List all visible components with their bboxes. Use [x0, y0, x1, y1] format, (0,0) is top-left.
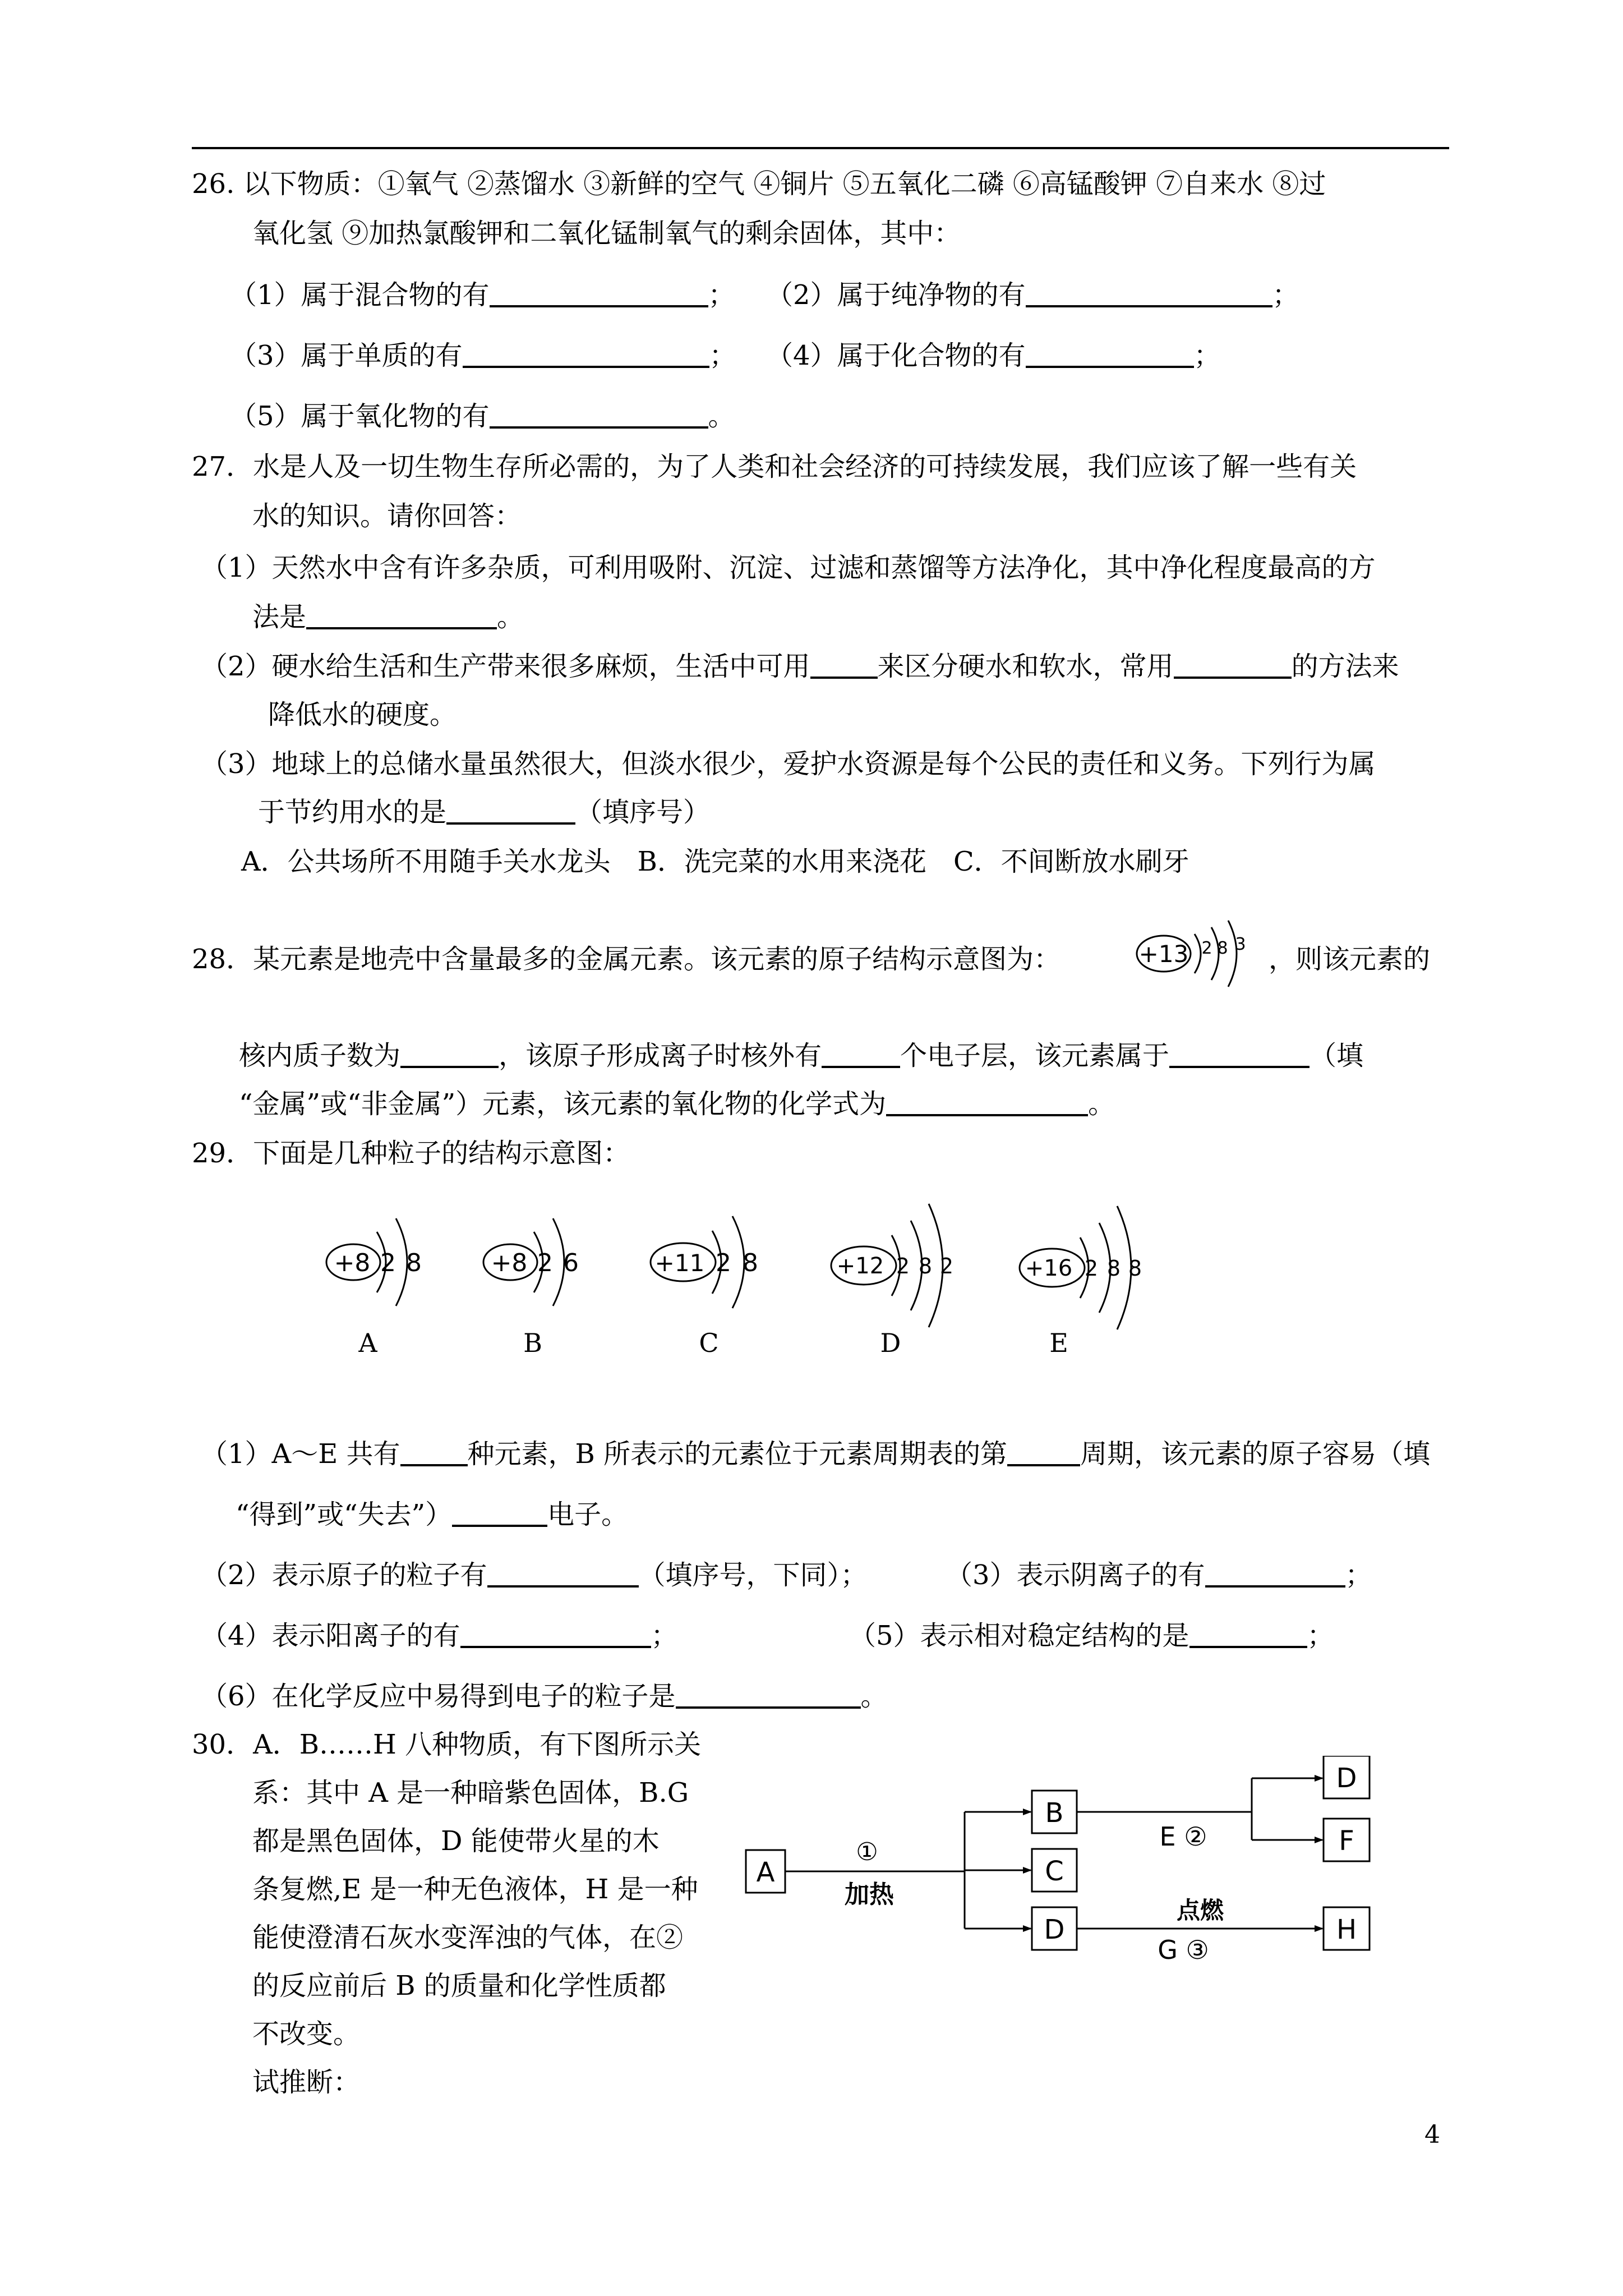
q29-sub2-text: （2）表示原子的粒子有 — [201, 1559, 487, 1591]
q28-shell-1: 2 — [1201, 938, 1212, 958]
q30-line2: 系：其中 A 是一种暗紫色固体，B.G — [252, 1777, 689, 1809]
q29-sub2-blank[interactable] — [487, 1561, 639, 1588]
step3-condition: 点燃 — [1176, 1897, 1224, 1924]
q28-line2 — [239, 1039, 1363, 1073]
q27-sub2-line2: 降低水的硬度。 — [268, 699, 457, 730]
particle-a — [326, 1218, 422, 1358]
q27-sub2-text-b: 来区分硬水和软水，常用 — [877, 651, 1174, 682]
q27-sub2-line1 — [201, 650, 1399, 683]
box-a-label: A — [756, 1857, 775, 1888]
box-f-label: F — [1339, 1825, 1354, 1857]
q26-part1-blank[interactable] — [490, 280, 708, 307]
q28-text-f: 。 — [1088, 1088, 1115, 1120]
q29-sub4-text: （4）表示阳离子的有 — [201, 1620, 460, 1651]
step1-condition: 加热 — [845, 1880, 894, 1909]
particle-c-label: C — [699, 1328, 719, 1358]
q26-part2-semi: ； — [1272, 279, 1299, 311]
q29-sub1-text-b: 种元素，B 所表示的元素位于元素周期表的第 — [467, 1438, 1008, 1470]
particle-a-shell-2: 8 — [406, 1249, 422, 1277]
q26-part2-text: （2）属于纯净物的有 — [766, 279, 1026, 311]
particle-c-shell-2: 8 — [743, 1249, 758, 1277]
particle-a-shell-1: 2 — [380, 1249, 396, 1277]
q26-part3 — [230, 339, 736, 372]
particle-c — [651, 1216, 758, 1358]
q27-sub1-line1: （1）天然水中含有许多杂质，可利用吸附、沉淀、过滤和蒸馏等方法净化，其中净化程度最高的方 — [201, 552, 1376, 583]
q28-nucleus-label: +13 — [1138, 940, 1189, 968]
q29-sub6-text: （6）在化学反应中易得到电子的粒子是 — [201, 1681, 676, 1712]
q27-sub3-blank[interactable] — [446, 798, 575, 825]
q28-text-d: （填 — [1310, 1040, 1364, 1071]
particle-b-shell-2: 6 — [563, 1249, 579, 1277]
particle-b-nucleus: +8 — [491, 1249, 528, 1277]
q28-blank1[interactable] — [400, 1041, 499, 1068]
q28-blank3[interactable] — [1169, 1041, 1310, 1068]
box-d-right-label: D — [1336, 1763, 1357, 1794]
particle-a-label: A — [358, 1328, 377, 1358]
q29-sub5-semi: ； — [1307, 1620, 1334, 1651]
particle-d-shell-1: 2 — [896, 1254, 910, 1278]
q29-sub1-text-c: 周期，该元素的原子容易（填 — [1080, 1438, 1431, 1470]
q28-blank4[interactable] — [886, 1089, 1088, 1116]
q27-sub1-period: 。 — [497, 601, 524, 633]
q29-sub1-blank1[interactable] — [400, 1439, 468, 1466]
q26-part2-blank[interactable] — [1026, 280, 1272, 307]
q27-stem-line1: 27．水是人及一切生物生存所必需的，为了人类和社会经济的可持续发展，我们应该了解一些有关 — [192, 451, 1357, 482]
particle-d-shell-2: 8 — [918, 1254, 933, 1278]
q26-part5-text: （5）属于氧化物的有 — [230, 401, 490, 432]
q26-part1 — [230, 278, 735, 312]
particle-e-shell-2: 8 — [1106, 1256, 1121, 1281]
q30-line3: 都是黑色固体，D 能使带火星的木 — [252, 1825, 660, 1857]
q29-sub4-blank[interactable] — [460, 1621, 651, 1648]
q27-sub1-line2 — [252, 600, 524, 634]
q29-sub3-semi: ； — [1345, 1559, 1372, 1591]
step1-mark: ① — [856, 1838, 878, 1866]
q26-part3-blank[interactable] — [463, 341, 709, 368]
particle-d-nucleus: +12 — [836, 1253, 884, 1279]
box-c-label: C — [1045, 1856, 1064, 1887]
q27-sub1-text: 法是 — [252, 601, 307, 633]
q28-text-e: “金属”或“非金属”）元素，该元素的氧化物的化学式为 — [239, 1088, 887, 1120]
particle-e-nucleus: +16 — [1025, 1255, 1073, 1281]
q29-sub1-text-a: （1）A～E 共有 — [201, 1438, 400, 1470]
particle-d — [831, 1204, 953, 1358]
q29-sub2 — [201, 1558, 868, 1592]
q27-stem-line2: 水的知识。请你回答： — [252, 500, 522, 532]
q27-sub2-blank2[interactable] — [1174, 652, 1292, 679]
q29-sub3-text: （3）表示阴离子的有 — [946, 1559, 1205, 1591]
particle-e-shell-1: 2 — [1084, 1256, 1099, 1281]
q29-sub1-text-d: “得到”或“失去”） — [236, 1499, 453, 1530]
particle-c-nucleus: +11 — [654, 1249, 705, 1277]
q26-part3-semi: ； — [709, 340, 736, 371]
q28-shell-2: 8 — [1217, 938, 1228, 958]
particle-b-shell-1: 2 — [537, 1249, 553, 1277]
q26-part5 — [230, 399, 735, 433]
q27-sub3-text: 于节约用水的是 — [258, 797, 447, 828]
q30-line7: 不改变。 — [252, 2018, 361, 2050]
particle-c-shell-1: 2 — [716, 1249, 731, 1277]
q29-sub5-blank[interactable] — [1189, 1621, 1307, 1648]
q29-sub6-blank[interactable] — [676, 1682, 861, 1709]
q29-sub6 — [201, 1680, 888, 1713]
q27-sub3-line2 — [258, 795, 710, 829]
q29-sub1-blank2[interactable] — [1007, 1439, 1080, 1466]
q27-sub3-hint: （填序号） — [575, 797, 711, 828]
q26-part5-blank[interactable] — [490, 402, 708, 429]
q27-sub2-text-a: （2）硬水给生活和生产带来很多麻烦，生活中可用 — [201, 651, 810, 682]
q29-sub1-blank3[interactable] — [452, 1500, 547, 1527]
box-d-label: D — [1044, 1914, 1065, 1945]
q29-particle-diagrams — [314, 1184, 1166, 1369]
q29-sub1-text-e: 电子。 — [547, 1499, 629, 1530]
q28-shell-3: 3 — [1235, 935, 1246, 954]
q29-stem: 29．下面是几种粒子的结构示意图： — [192, 1138, 630, 1169]
q28-line3 — [239, 1087, 1115, 1121]
particle-e — [1020, 1206, 1142, 1358]
q29-sub1-line1 — [201, 1437, 1430, 1471]
q26-part2 — [766, 278, 1299, 312]
particle-b — [483, 1218, 579, 1358]
q29-sub5-text: （5）表示相对稳定结构的是 — [849, 1620, 1189, 1651]
q28-blank2[interactable] — [822, 1041, 900, 1068]
header-rule — [192, 147, 1449, 149]
particle-b-label: B — [523, 1328, 542, 1358]
particle-e-label: E — [1049, 1328, 1068, 1358]
q29-sub3 — [946, 1558, 1372, 1592]
q26-stem-line1: 26. 以下物质：①氧气 ②蒸馏水 ③新鲜的空气 ④铜片 ⑤五氧化二磷 ⑥高锰酸钾 ⑦自来水 ⑧过 — [192, 168, 1326, 200]
q26-part1-text: （1）属于混合物的有 — [230, 279, 490, 311]
q27-sub2-blank1[interactable] — [810, 652, 878, 679]
q27-sub3-line1: （3）地球上的总储水量虽然很大，但淡水很少，爱护水资源是每个公民的责任和义务。下列行为属 — [201, 748, 1376, 780]
q29-sub3-blank[interactable] — [1205, 1561, 1345, 1588]
particle-d-shell-3: 2 — [939, 1254, 954, 1278]
q30-line5: 能使澄清石灰水变浑浊的气体，在② — [252, 1922, 684, 1953]
q26-part4-blank[interactable] — [1026, 341, 1194, 368]
q29-sub4-semi: ； — [651, 1620, 678, 1651]
q26-part4-text: （4）属于化合物的有 — [766, 340, 1026, 371]
q26-part3-text: （3）属于单质的有 — [230, 340, 463, 371]
particle-a-nucleus: +8 — [334, 1249, 371, 1277]
q26-part4-semi: ； — [1193, 340, 1221, 371]
q30-line1: 30．A．B……H 八种物质，有下图所示关 — [192, 1729, 702, 1760]
q29-sub5 — [849, 1619, 1334, 1653]
q26-stem-line2: 氧化氢 ⑨加热氯酸钾和二氧化锰制氧气的剩余固体，其中： — [252, 218, 961, 249]
q30-line6: 的反应前后 B 的质量和化学性质都 — [252, 1970, 666, 2001]
q27-options: A．公共场所不用随手关水龙头 B．洗完菜的水用来浇花 C．不间断放水刷牙 — [241, 846, 1189, 877]
box-b-label: B — [1045, 1797, 1064, 1829]
q26-part5-period: 。 — [708, 401, 735, 432]
q29-sub1-line2 — [236, 1498, 628, 1531]
q28-text-b: ，该原子形成离子时核外有 — [499, 1040, 822, 1071]
page-number: 4 — [1424, 2120, 1440, 2149]
step2-label: E ② — [1159, 1821, 1207, 1852]
q26-part1-semi: ； — [708, 279, 735, 311]
q28-line1a: 28．某元素是地壳中含量最多的金属元素。该元素的原子结构示意图为： — [192, 944, 1061, 975]
q28-text-c: 个电子层，该元素属于 — [900, 1040, 1170, 1071]
q29-sub6-period: 。 — [860, 1681, 888, 1712]
q28-line1b: ，则该元素的 — [1269, 944, 1431, 975]
q27-sub2-text-c: 的方法来 — [1291, 651, 1399, 682]
box-h-label: H — [1336, 1914, 1357, 1945]
q29-sub2-hint: （填序号，下同）； — [638, 1559, 868, 1591]
particle-d-label: D — [880, 1328, 901, 1358]
q28-atom-diagram — [1133, 912, 1262, 996]
q28-text-a: 核内质子数为 — [239, 1040, 401, 1071]
q30-line8: 试推断： — [252, 2067, 361, 2098]
step3-label: G ③ — [1158, 1935, 1209, 1965]
q29-sub4 — [201, 1619, 678, 1653]
q26-part4 — [766, 339, 1221, 372]
particle-e-shell-3: 8 — [1128, 1256, 1142, 1281]
q30-line4: 条复燃,E 是一种无色液体，H 是一种 — [252, 1874, 698, 1905]
q27-sub1-blank[interactable] — [306, 602, 497, 629]
q30-flow-diagram — [740, 1756, 1413, 1969]
